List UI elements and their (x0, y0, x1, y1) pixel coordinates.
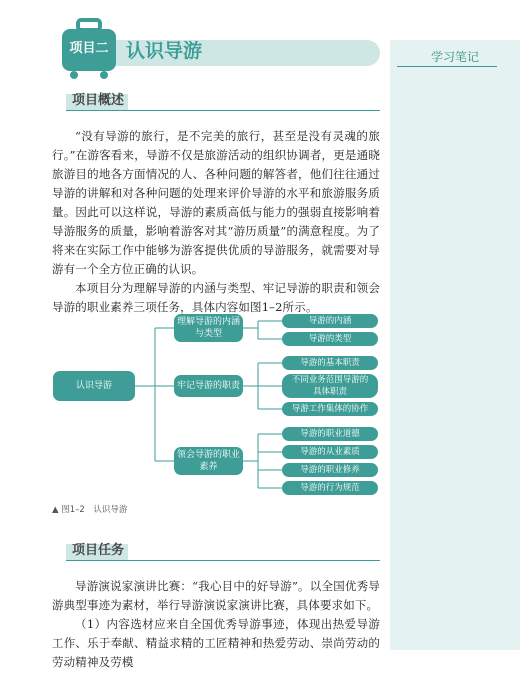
diagram-leaf: 导游的类型 (282, 332, 378, 346)
paragraph: 本项目分为理解导游的内涵与类型、牢记导游的职责和领会导游的职业素养三项任务，具体内容如图1–2所示。 (52, 281, 380, 314)
diagram-leaf: 导游的行为规范 (282, 481, 378, 495)
diagram-branch: 领会导游的职业素养 (174, 447, 243, 475)
caption-text: 图1–2 认识导游 (61, 505, 128, 515)
section-rule (66, 560, 380, 561)
notes-label: 学习笔记 (430, 50, 479, 64)
diagram-root: 认识导游 (53, 371, 135, 401)
page-title: 认识导游 (126, 40, 203, 62)
paragraph: （1）内容选材应来自全国优秀导游事迹，体现出热爱导游工作、乐于奉献、精益求精的工匠精神和热爱劳动、崇尚劳动的劳动精神及劳模 (52, 617, 380, 669)
diagram-leaf: 导游工作集体的协作 (282, 402, 378, 416)
paragraph: “没有导游的旅行，是不完美的旅行，甚至是没有灵魂的旅行。”在游客看来，导游不仅是旅游活动的组织协调者，更是通晓旅游目的地各方面情况的人、各种问题的解答者，他们往往通过导游的讲解和对各种问题的处理来评价导游的水平和旅游服务质量。因此可以这样说，导游的素质高低与能力的强弱直接影响着导游服务的质量，影响着游客对其“游历质量”的满意程度。为了将来在实际工作中能够为游客提供优质的导游服务，就需要对导游有一个全方位正确的认识。 (52, 129, 380, 276)
figure-caption (52, 503, 127, 515)
diagram-leaf: 不同业务范围导游的具体职责 (282, 374, 378, 398)
diagram-leaf: 导游的基本职责 (282, 356, 378, 370)
section-title-overview: 项目概述 (72, 93, 125, 108)
diagram-branch: 理解导游的内涵与类型 (174, 314, 243, 342)
diagram-leaf: 导游的内涵 (282, 314, 378, 328)
paragraph: 导游演说家演讲比赛：“我心目中的好导游”。以全国优秀导游典型事迹为素材，举行导游演说家演讲比赛，具体要求如下。 (52, 579, 380, 612)
project-badge: 项目二 (69, 41, 109, 56)
diagram-leaf: 导游的职业修养 (282, 463, 378, 477)
tasks-text (52, 577, 380, 672)
triangle-icon: ▲ (52, 505, 59, 515)
section-title-tasks: 项目任务 (72, 543, 125, 558)
diagram-branch: 牢记导游的职责 (174, 375, 243, 397)
diagram-leaf: 导游的职业道德 (282, 427, 378, 441)
diagram-leaf: 导游的从业素质 (282, 445, 378, 459)
